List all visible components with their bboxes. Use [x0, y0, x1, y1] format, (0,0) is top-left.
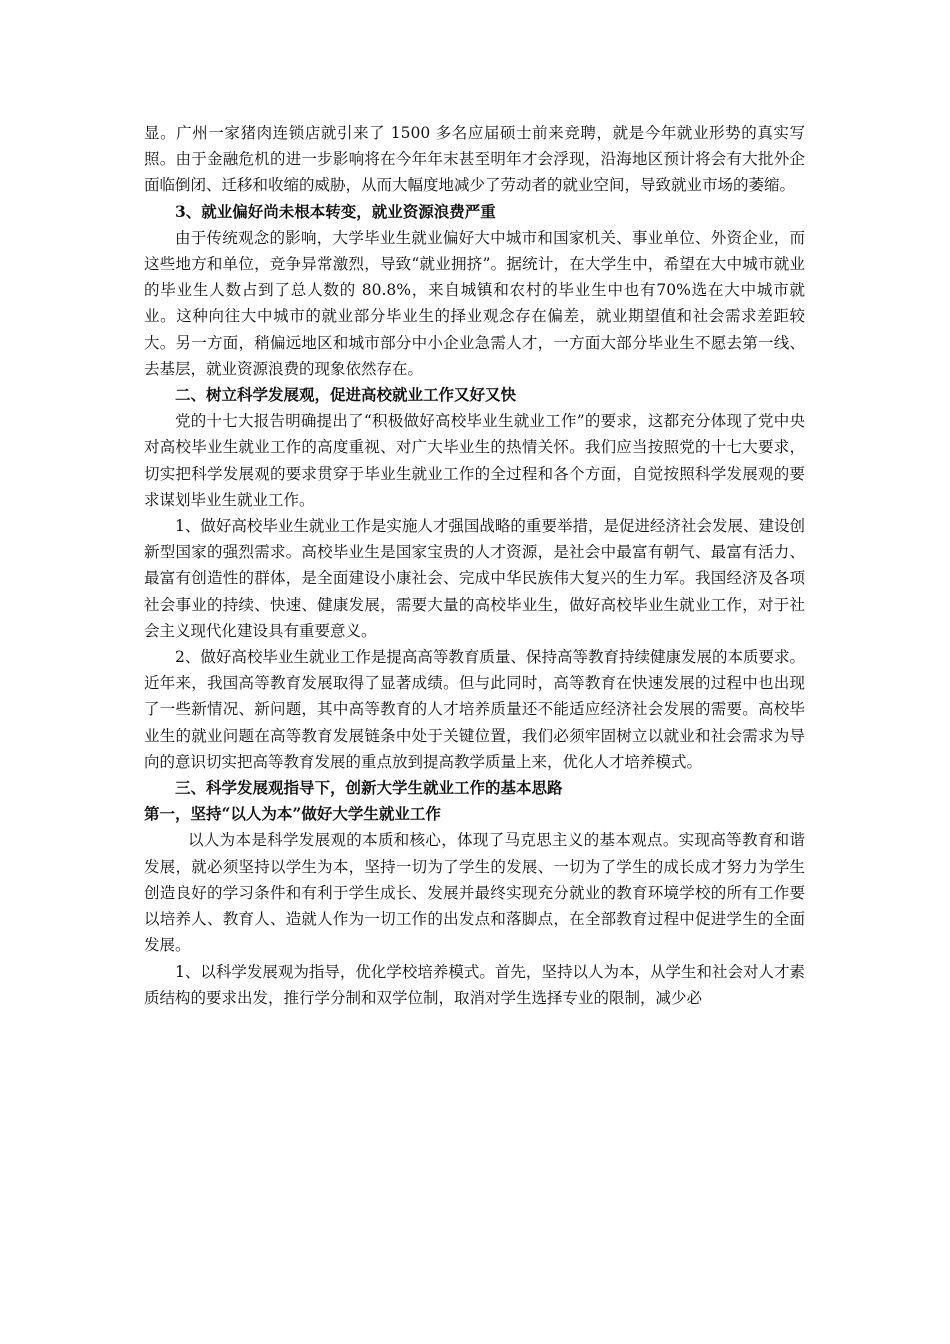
paragraph-traditional-concepts: 由于传统观念的影响，大学毕业生就业偏好大中城市和国家机关、事业单位、外资企业，而这些地方和单位，竞争异常激烈，导致“就业拥挤”。据统计，在大学生中，希望在大中城市就业的毕业生人数占到了总人数的 80.8%，来自城镇和农村的毕业生中也有70%选在大中城市就业。这种向往大中城市的就业部分毕业生的择业观念存在偏差，就业期望值和社会需求差距较大。另一方面，稍偏远地区和城市部分中小企业急需人才，一方面大部分毕业生不愿去第一线、去基层，就业资源浪费的现象依然存在。 — [144, 228, 805, 378]
paragraph-continuation: 显。广州一家猪肉连锁店就引来了 1500 多名应届硕士前来竞聘，就是今年就业形势的真实写照。由于金融危机的进一步影响将在今年年末甚至明年才会浮现，沿海地区预计将会有大批外企面临倒闭、迁移和收缩的威胁，从而大幅度地减少了劳动者的就业空间，导致就业市场的萎缩。 — [144, 124, 805, 195]
paragraph-people-oriented: 以人为本是科学发展观的本质和核心，体现了马克思主义的基本观点。实现高等教育和谐发展，就必须坚持以学生为本，坚持一切为了学生的发展、一切为了学生的成长成才努力为学生创造良好的学习条件和有利于学生成长、发展并最终实现充分就业的教育环境学校的所有工作要以培养人、教育人、造就人作为一切工作的出发点和落脚点，在全部教育过程中促进学生的全面发展。 — [144, 831, 805, 955]
paragraph-point-1: 1、做好高校毕业生就业工作是实施人才强国战略的重要举措，是促进经济社会发展、建设创新型国家的强烈需求。高校毕业生是国家宝贵的人才资源，是社会中最富有朝气、最富有活力、最富有创造性的群体，是全面建设小康社会、完成中华民族伟大复兴的生力军。我国经济及各项社会事业的持续、快速、健康发展，需要大量的高校毕业生，做好高校毕业生就业工作，对于社会主义现代化建设具有重要意义。 — [144, 517, 805, 640]
subheading-people-oriented: 第一，坚持“以人为本”做好大学生就业工作 — [144, 804, 441, 824]
subheading-employment-preference: 3、就业偏好尚未根本转变，就业资源浪费严重 — [175, 201, 496, 221]
section-heading-2: 二、树立科学发展观，促进高校就业工作又好又快 — [175, 385, 517, 405]
document-body — [144, 120, 805, 1011]
paragraph-point-2: 2、做好高校毕业生就业工作是提高高等教育质量、保持高等教育持续健康发展的本质要求。近年来，我国高等教育发展取得了显著成绩。但与此同时，高等教育在快速发展的过程中也出现了一些新情况、新问题，其中高等教育的人才培养质量还不能适应经济社会发展的需要。高校毕业生的就业问题在高等教育发展链条中处于关键位置，我们必须牢固树立以就业和社会需求为导向的意识切实把高等教育发展的重点放到提高教学质量上来，优化人才培养模式。 — [144, 648, 805, 771]
section-heading-3: 三、科学发展观指导下，创新大学生就业工作的基本思路 — [175, 778, 563, 798]
paragraph-party-congress: 党的十七大报告明确提出了“积极做好高校毕业生就业工作”的要求，这都充分体现了党中央对高校毕业生就业工作的高度重视、对广大毕业生的热情关怀。我们应当按照党的十七大要求，切实把科学发展观的要求贯穿于毕业生就业工作的全过程和各个方面，自觉按照科学发展观的要求谋划毕业生就业工作。 — [144, 412, 805, 509]
paragraph-training-model: 1、以科学发展观为指导，优化学校培养模式。首先，坚持以人为本，从学生和社会对人才素质结构的要求出发，推行学分制和双学位制，取消对学生选择专业的限制，减少必 — [144, 962, 805, 1007]
